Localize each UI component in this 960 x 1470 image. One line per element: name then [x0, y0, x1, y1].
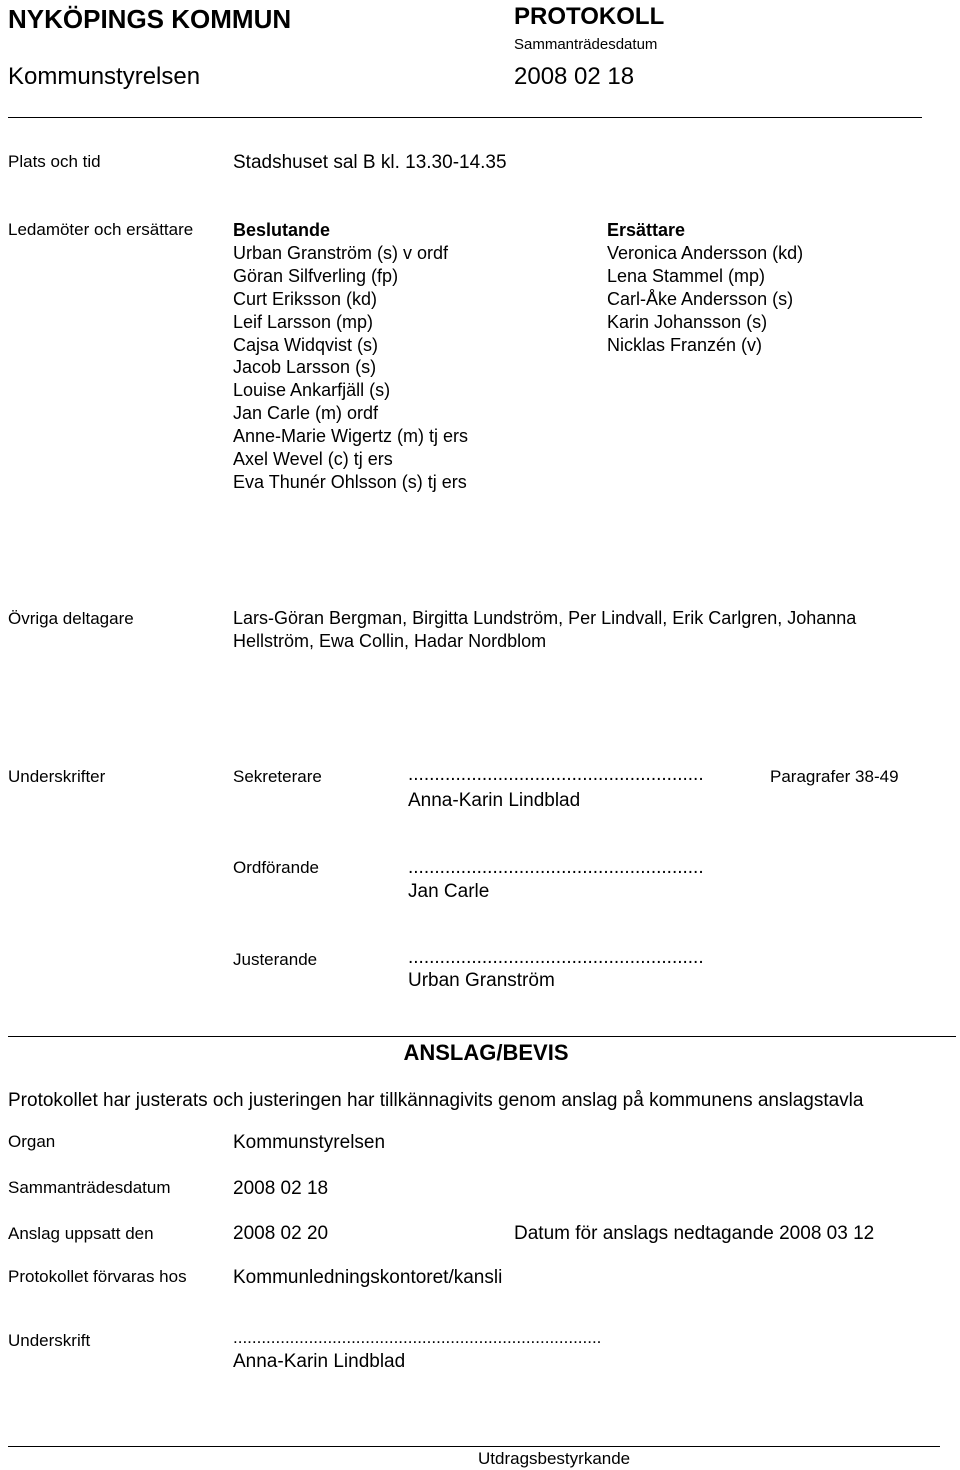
- list-item: Axel Wevel (c) tj ers: [233, 449, 393, 470]
- adjuster-name: Urban Granström: [408, 970, 555, 991]
- secretary-name: Anna-Karin Lindblad: [408, 790, 581, 811]
- chair-signature-line: ........................................................: [408, 857, 704, 878]
- paragraphs-range: Paragrafer 38-49: [770, 767, 899, 786]
- meeting-date: 2008 02 18: [514, 63, 635, 90]
- list-item: Veronica Andersson (kd): [607, 242, 804, 263]
- notice-rule: [8, 1036, 956, 1037]
- kept-label: Protokollet förvaras hos: [8, 1267, 187, 1286]
- substitutes-heading: Ersättare: [607, 220, 686, 240]
- secretary-signature-line: ........................................................: [408, 764, 704, 785]
- list-item: Eva Thunér Ohlsson (s) tj ers: [233, 471, 467, 492]
- notice-meeting-date-value: 2008 02 18: [233, 1178, 329, 1199]
- organ-label: Organ: [8, 1132, 56, 1151]
- place-time-value: Stadshuset sal B kl. 13.30-14.35: [233, 152, 507, 173]
- adjuster-role: Justerande: [233, 950, 318, 969]
- chair-name: Jan Carle: [408, 881, 490, 902]
- list-item: Leif Larsson (mp): [233, 311, 374, 332]
- list-item: Curt Eriksson (kd): [233, 288, 378, 309]
- list-item: Lena Stammel (mp): [607, 265, 766, 286]
- list-item: Cajsa Widqvist (s): [233, 334, 379, 355]
- footer-certification: Utdragsbestyrkande: [478, 1449, 631, 1468]
- committee-name: Kommunstyrelsen: [8, 63, 201, 90]
- signatures-label: Underskrifter: [8, 767, 106, 786]
- list-item: Karin Johansson (s): [607, 311, 768, 332]
- members-label: Ledamöter och ersättare: [8, 220, 194, 239]
- substitutes-list: [607, 219, 803, 356]
- header-rule: [8, 117, 922, 118]
- footer-rule: [8, 1446, 940, 1447]
- municipality-name: NYKÖPINGS KOMMUN: [8, 4, 292, 34]
- others-label: Övriga deltagare: [8, 609, 134, 628]
- kept-value: Kommunledningskontoret/kansli: [233, 1267, 503, 1288]
- notice-title: ANSLAG/BEVIS: [403, 1040, 569, 1065]
- organ-value: Kommunstyrelsen: [233, 1132, 386, 1153]
- document-type: PROTOKOLL: [514, 3, 665, 30]
- list-item: Nicklas Franzén (v): [607, 334, 763, 355]
- posted-value: 2008 02 20: [233, 1223, 329, 1244]
- meeting-date-label: Sammanträdesdatum: [514, 36, 658, 53]
- list-item: Göran Silfverling (fp): [233, 265, 399, 286]
- others-line-1: Lars-Göran Bergman, Birgitta Lundström, Per Lindvall, Erik Carlgren, Johanna: [233, 608, 857, 628]
- list-item: Anne-Marie Wigertz (m) tj ers: [233, 426, 469, 447]
- signature-label: Underskrift: [8, 1331, 91, 1350]
- list-item: Carl-Åke Andersson (s): [607, 288, 794, 309]
- notice-meeting-date-label: Sammanträdesdatum: [8, 1178, 171, 1197]
- adjuster-signature-line: ........................................................: [408, 947, 704, 968]
- place-time-label: Plats och tid: [8, 152, 101, 171]
- list-item: Jan Carle (m) ordf: [233, 403, 379, 424]
- posted-label: Anslag uppsatt den: [8, 1224, 154, 1243]
- chair-role: Ordförande: [233, 858, 319, 877]
- secretary-role: Sekreterare: [233, 767, 322, 786]
- removal-date: Datum för anslags nedtagande 2008 03 12: [514, 1223, 875, 1244]
- notice-statement: Protokollet har justerats och justeringen har tillkännagivits genom anslag på kommunens anslagstavla: [8, 1090, 864, 1111]
- others-line-2: Hellström, Ewa Collin, Hadar Nordblom: [233, 631, 547, 651]
- deciding-heading: Beslutande: [233, 220, 331, 240]
- notice-signature-line: ..............................................................................: [233, 1328, 602, 1347]
- list-item: Urban Granström (s) v ordf: [233, 242, 449, 263]
- list-item: Jacob Larsson (s): [233, 357, 377, 378]
- list-item: Louise Ankarfjäll (s): [233, 380, 391, 401]
- deciding-members-list: [233, 219, 468, 494]
- notice-signature-name: Anna-Karin Lindblad: [233, 1351, 406, 1372]
